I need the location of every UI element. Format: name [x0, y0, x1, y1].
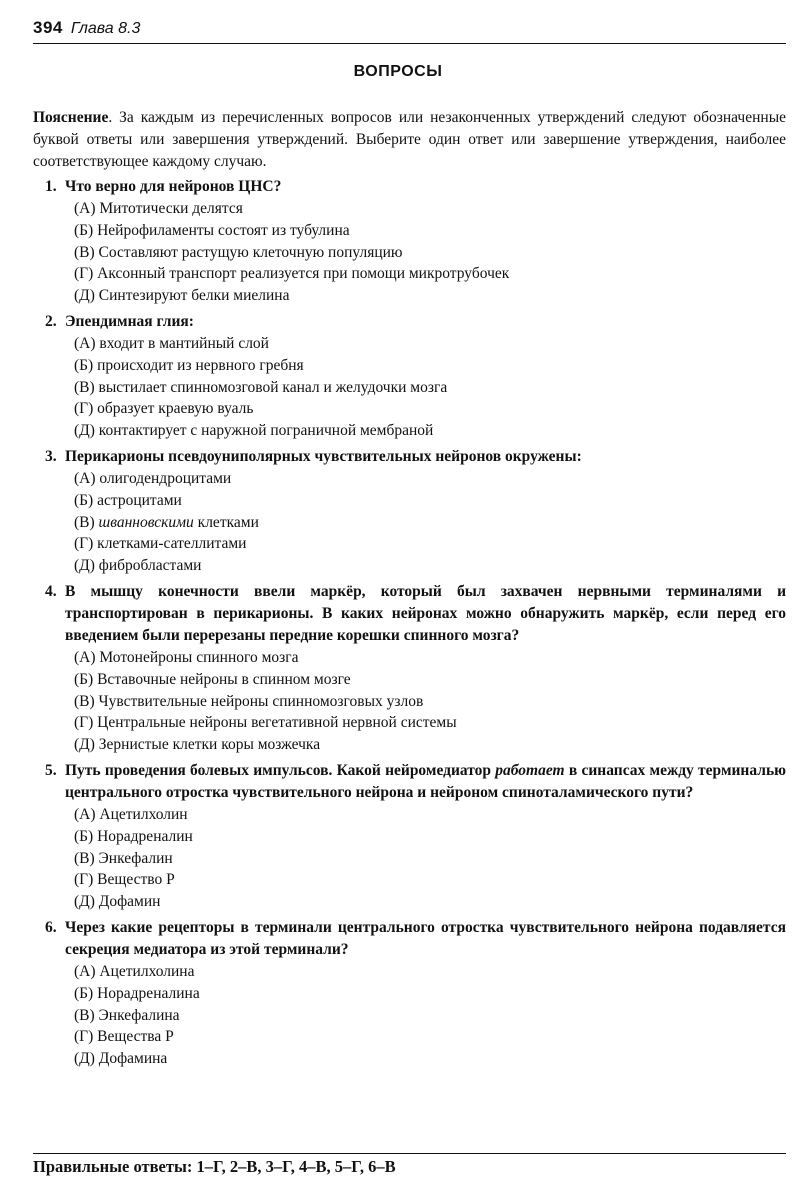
answer-options	[33, 198, 786, 307]
answer-option-b: (Б) Норадреналина	[74, 984, 200, 1002]
option-italic-term: шванновскими	[98, 513, 194, 531]
answer-option-v: (В) выстилает спинномозговой канал и желудочки мозга	[74, 378, 448, 396]
question-text-part: в синапсах между терминалью центрального отростка чувствительного нейрона и нейроном спиноталамического пути?	[65, 761, 786, 801]
answer-option-b: (Б) астроцитами	[74, 491, 182, 509]
answer-options	[33, 333, 786, 442]
question-text: Через какие рецепторы в терминали центрального отростка чувствительного нейрона подавляется секреция медиатора из этой терминали?	[65, 918, 786, 958]
question-text: Эпендимная глия:	[65, 312, 194, 330]
answer-options	[33, 468, 786, 577]
question-2	[33, 311, 786, 442]
page-number: 394	[33, 18, 63, 37]
answer-options	[33, 647, 786, 756]
answer-option-d: (Д) Дофамин	[74, 893, 161, 911]
instructions-text: . За каждым из перечисленных вопросов или незаконченных утверждений следуют обозначенные буквой ответы или завершения утверждений. Выберите один ответ или завершение утверждения, наиболее соответствующее каждому случаю.	[33, 109, 786, 170]
question-number: 5.	[45, 761, 57, 779]
question-text: В мышцу конечности ввели маркёр, который был захвачен нервными терминалями и транспортирован в перикарионы. В каких нейронах можно обнаружить маркёр, если перед его введением были перерезаны передние корешки спинного мозга?	[65, 582, 786, 644]
question-text: Перикарионы псевдоуниполярных чувствительных нейронов окружены:	[65, 447, 582, 465]
answer-option-g: (Г) Аксонный транспорт реализуется при помощи микротрубочек	[74, 265, 510, 283]
option-suffix: клетками	[193, 513, 259, 531]
question-number: 1.	[45, 178, 57, 195]
answer-option-g: (Г) образует краевую вуаль	[74, 400, 254, 418]
question-6	[33, 917, 786, 1070]
question-3	[33, 446, 786, 577]
question-4	[33, 581, 786, 756]
option-prefix: (В)	[74, 513, 99, 531]
header-divider	[33, 43, 786, 44]
answer-option-v	[33, 512, 786, 534]
chapter-title: Глава 8.3	[70, 20, 141, 37]
question-5	[33, 760, 786, 913]
answer-option-g: (Г) Центральные нейроны вегетативной нервной системы	[74, 714, 457, 732]
answer-option-v: (В) Энкефалин	[74, 849, 173, 867]
section-title: ВОПРОСЫ	[353, 63, 443, 80]
answer-option-g: (Г) Вещества Р	[74, 1028, 174, 1046]
page-header	[33, 18, 140, 42]
question-text	[65, 760, 786, 804]
answers-divider	[33, 1153, 786, 1154]
answer-option-d: (Д) Дофамина	[74, 1050, 168, 1068]
answer-option-d: (Д) контактирует с наружной пограничной мембраной	[74, 422, 434, 440]
answer-option-d: (Д) фибробластами	[74, 557, 202, 575]
answer-option-a: (А) олигодендроцитами	[74, 469, 232, 487]
instructions-lead: Пояснение	[33, 109, 109, 126]
answer-option-v: (В) Чувствительные нейроны спинномозговых узлов	[74, 692, 424, 710]
answer-option-g: (Г) клетками-сателлитами	[74, 535, 247, 553]
question-number: 3.	[45, 447, 57, 465]
question-number: 2.	[45, 312, 57, 330]
answer-option-a: (А) Ацетилхолина	[74, 962, 195, 980]
answer-option-v: (В) Составляют растущую клеточную популяцию	[74, 243, 403, 261]
answer-option-b: (Б) Норадреналин	[74, 827, 193, 845]
question-list	[33, 176, 786, 1074]
answer-option-d: (Д) Зернистые клетки коры мозжечка	[74, 736, 321, 754]
answer-option-d: (Д) Синтезируют белки миелина	[74, 287, 290, 305]
answer-option-b: (Б) Нейрофиламенты состоят из тубулина	[74, 221, 350, 239]
answer-options	[33, 961, 786, 1070]
question-text: Что верно для нейронов ЦНС?	[65, 178, 282, 195]
answer-option-a: (А) Мотонейроны спинного мозга	[74, 648, 299, 666]
answer-option-v: (В) Энкефалина	[74, 1006, 180, 1024]
question-text-part: Путь проведения болевых импульсов. Какой нейромедиатор	[65, 761, 496, 779]
answer-option-a: (А) Ацетилхолин	[74, 805, 188, 823]
question-1	[33, 176, 786, 307]
answer-option-g: (Г) Вещество Р	[74, 871, 175, 889]
answer-options	[33, 804, 786, 913]
answer-option-b: (Б) происходит из нервного гребня	[74, 356, 304, 374]
answer-option-a: (А) входит в мантийный слой	[74, 334, 269, 352]
answer-option-a: (А) Митотически делятся	[74, 200, 243, 217]
question-number: 6.	[45, 918, 57, 936]
question-number: 4.	[45, 582, 57, 600]
question-text-italic: работает	[495, 761, 565, 779]
answer-option-b: (Б) Вставочные нейроны в спинном мозге	[74, 670, 351, 688]
instructions-paragraph	[33, 107, 786, 173]
correct-answers: Правильные ответы: 1–Г, 2–В, 3–Г, 4–В, 5–Г, 6–В	[33, 1157, 396, 1176]
